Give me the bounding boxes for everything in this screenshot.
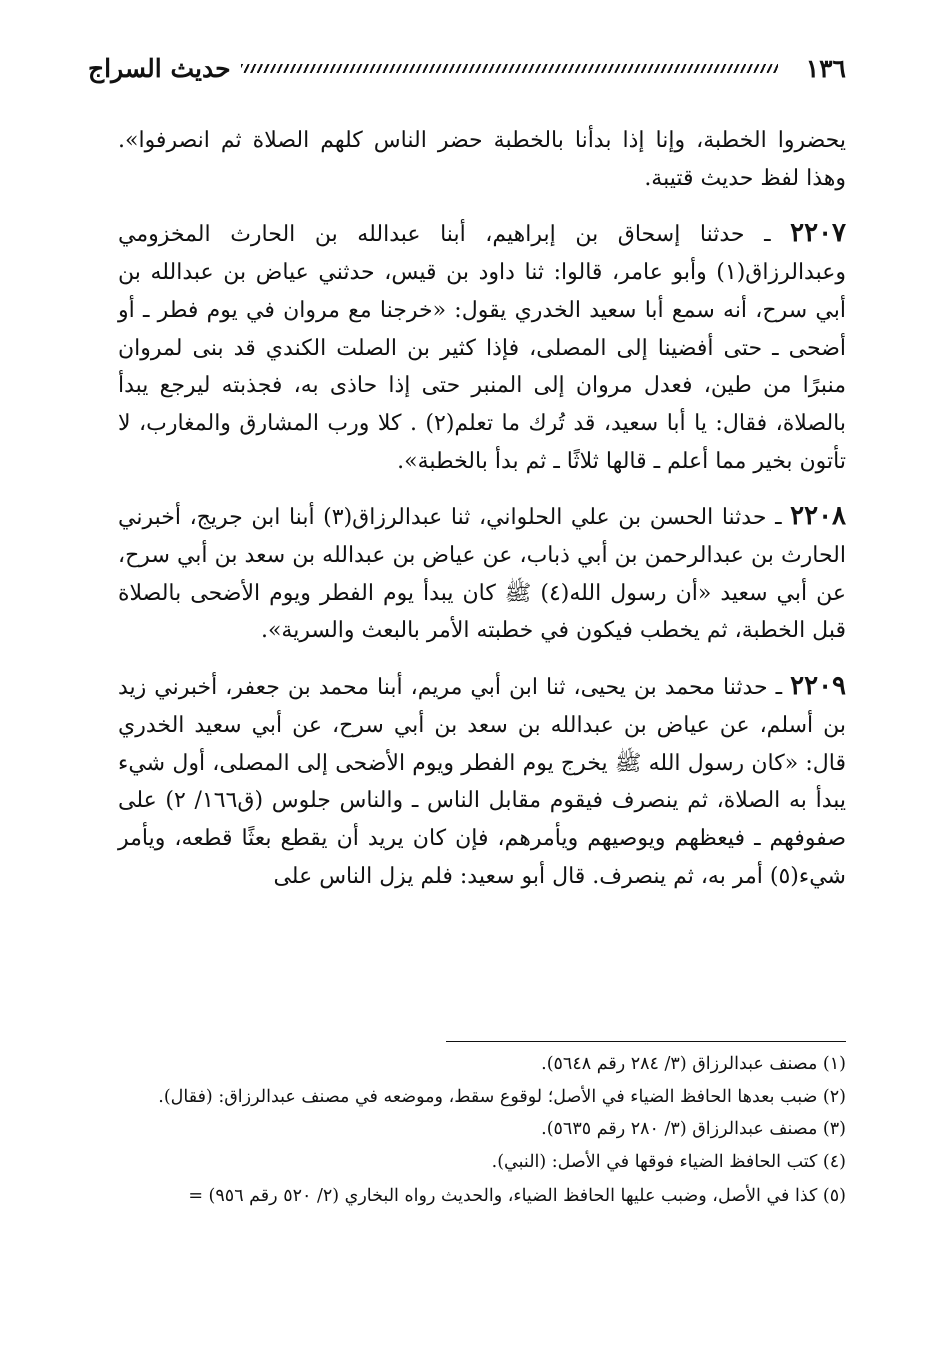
footnote-separator [446, 1041, 846, 1042]
hadith-2209 [118, 668, 846, 895]
footnote-5: (٥) كذا في الأصل، وضبب عليها الحافظ الضياء، والحديث رواه البخاري (٢/ ٥٢٠ رقم ٩٥٦) = [188, 1185, 846, 1206]
paragraph-text: ـ حدثنا الحسن بن علي الحلواني، ثنا عبدالرزاق(٣) أبنا ابن جريج، أخبرني الحارث بن عبدالرحمن بن أبي ذباب، عن عياض بن عبدالله بن سعد بن أبي سرح، عن أبي سعيد «أن رسول الله(٤) ﷺ كان يبدأ يوم الفطر ويوم الأضحى بالصلاة قبل الخطبة، ثم يخطب فيكون في خطبته الأمر بالبعث والسرية». [118, 505, 846, 644]
footnote-2: (٢) ضبب بعدها الحافظ الضياء في الأصل؛ لوقوع سقط، وموضعه في مصنف عبدالرزاق: (فقال). [158, 1086, 846, 1107]
running-title: حديث السراج [88, 53, 231, 83]
main-text [118, 122, 846, 895]
hadith-2208 [118, 498, 846, 650]
footnotes [102, 1048, 846, 1213]
page-header [88, 48, 846, 88]
hadith-number: ٢٢٠٧ [790, 218, 846, 249]
footnote-3: (٣) مصنف عبدالرزاق (٣/ ٢٨٠ رقم ٥٦٣٥). [541, 1118, 846, 1139]
footnote-4: (٤) كتب الحافظ الضياء فوقها في الأصل: (النبي). [491, 1152, 846, 1172]
paragraph-text: يحضروا الخطبة، وإنا إذا بدأنا بالخطبة حضر الناس كلهم الصلاة ثم انصرفوا». وهذا لفظ حديث قتيبة. [118, 128, 846, 191]
paragraph-text: ـ حدثنا إسحاق بن إبراهيم، أبنا عبدالله بن الحارث المخزومي وعبدالرزاق(١) وأبو عامر، قالوا: ثنا داود بن قيس، حدثني عياض بن عبدالله بن أبي سرح، أنه سمع أبا سعيد الخدري يقول: «خرجنا مع مروان في يوم فطر ـ أو أضحى ـ حتى أفضينا إلى المصلى، فإذا كثير بن الصلت الكندي قد بنى لمروان منبرًا من طين، فعدل مروان إلى المنبر حتى إذا حاذى به، فجذبته ليرجع يبدأ بالصلاة، فقال: يا أبا سعيد، قد تُرك ما تعلم(٢) . كلا ورب المشارق والمغارب، لا تأتون بخير مما أعلم ـ قالها ثلاثًا ـ ثم بدأ بالخطبة». [118, 222, 847, 474]
hadith-number: ٢٢٠٨ [790, 501, 846, 532]
footnote-1: (١) مصنف عبدالرزاق (٣/ ٢٨٤ رقم ٥٦٤٨). [541, 1054, 846, 1074]
header-rule [241, 64, 778, 73]
paragraph-continuation [118, 122, 846, 197]
hadith-number: ٢٢٠٩ [790, 671, 846, 702]
hadith-2207 [118, 215, 846, 480]
page-number: ١٣٦ [805, 53, 846, 83]
paragraph-text: ـ حدثنا محمد بن يحيى، ثنا ابن أبي مريم، أبنا محمد بن جعفر، أخبرني زيد بن أسلم، عن عياض بن عبدالله بن سعد بن أبي سرح، عن أبي سعيد الخدري قال: «كان رسول الله ﷺ يخرج يوم الفطر ويوم الأضحى إلى المصلى، أول شيء يبدأ به الصلاة، ثم ينصرف فيقوم مقابل الناس ـ والناس جلوس (ق١٦٦/ ٢) على صفوفهم ـ فيعظهم ويوصيهم ويأمرهم، فإن كان يريد أن يقطع بعثًا قطعه، ويأمر شيء(٥) أمر به، ثم ينصرف. قال أبو سعيد: فلم يزل الناس على [118, 675, 847, 889]
